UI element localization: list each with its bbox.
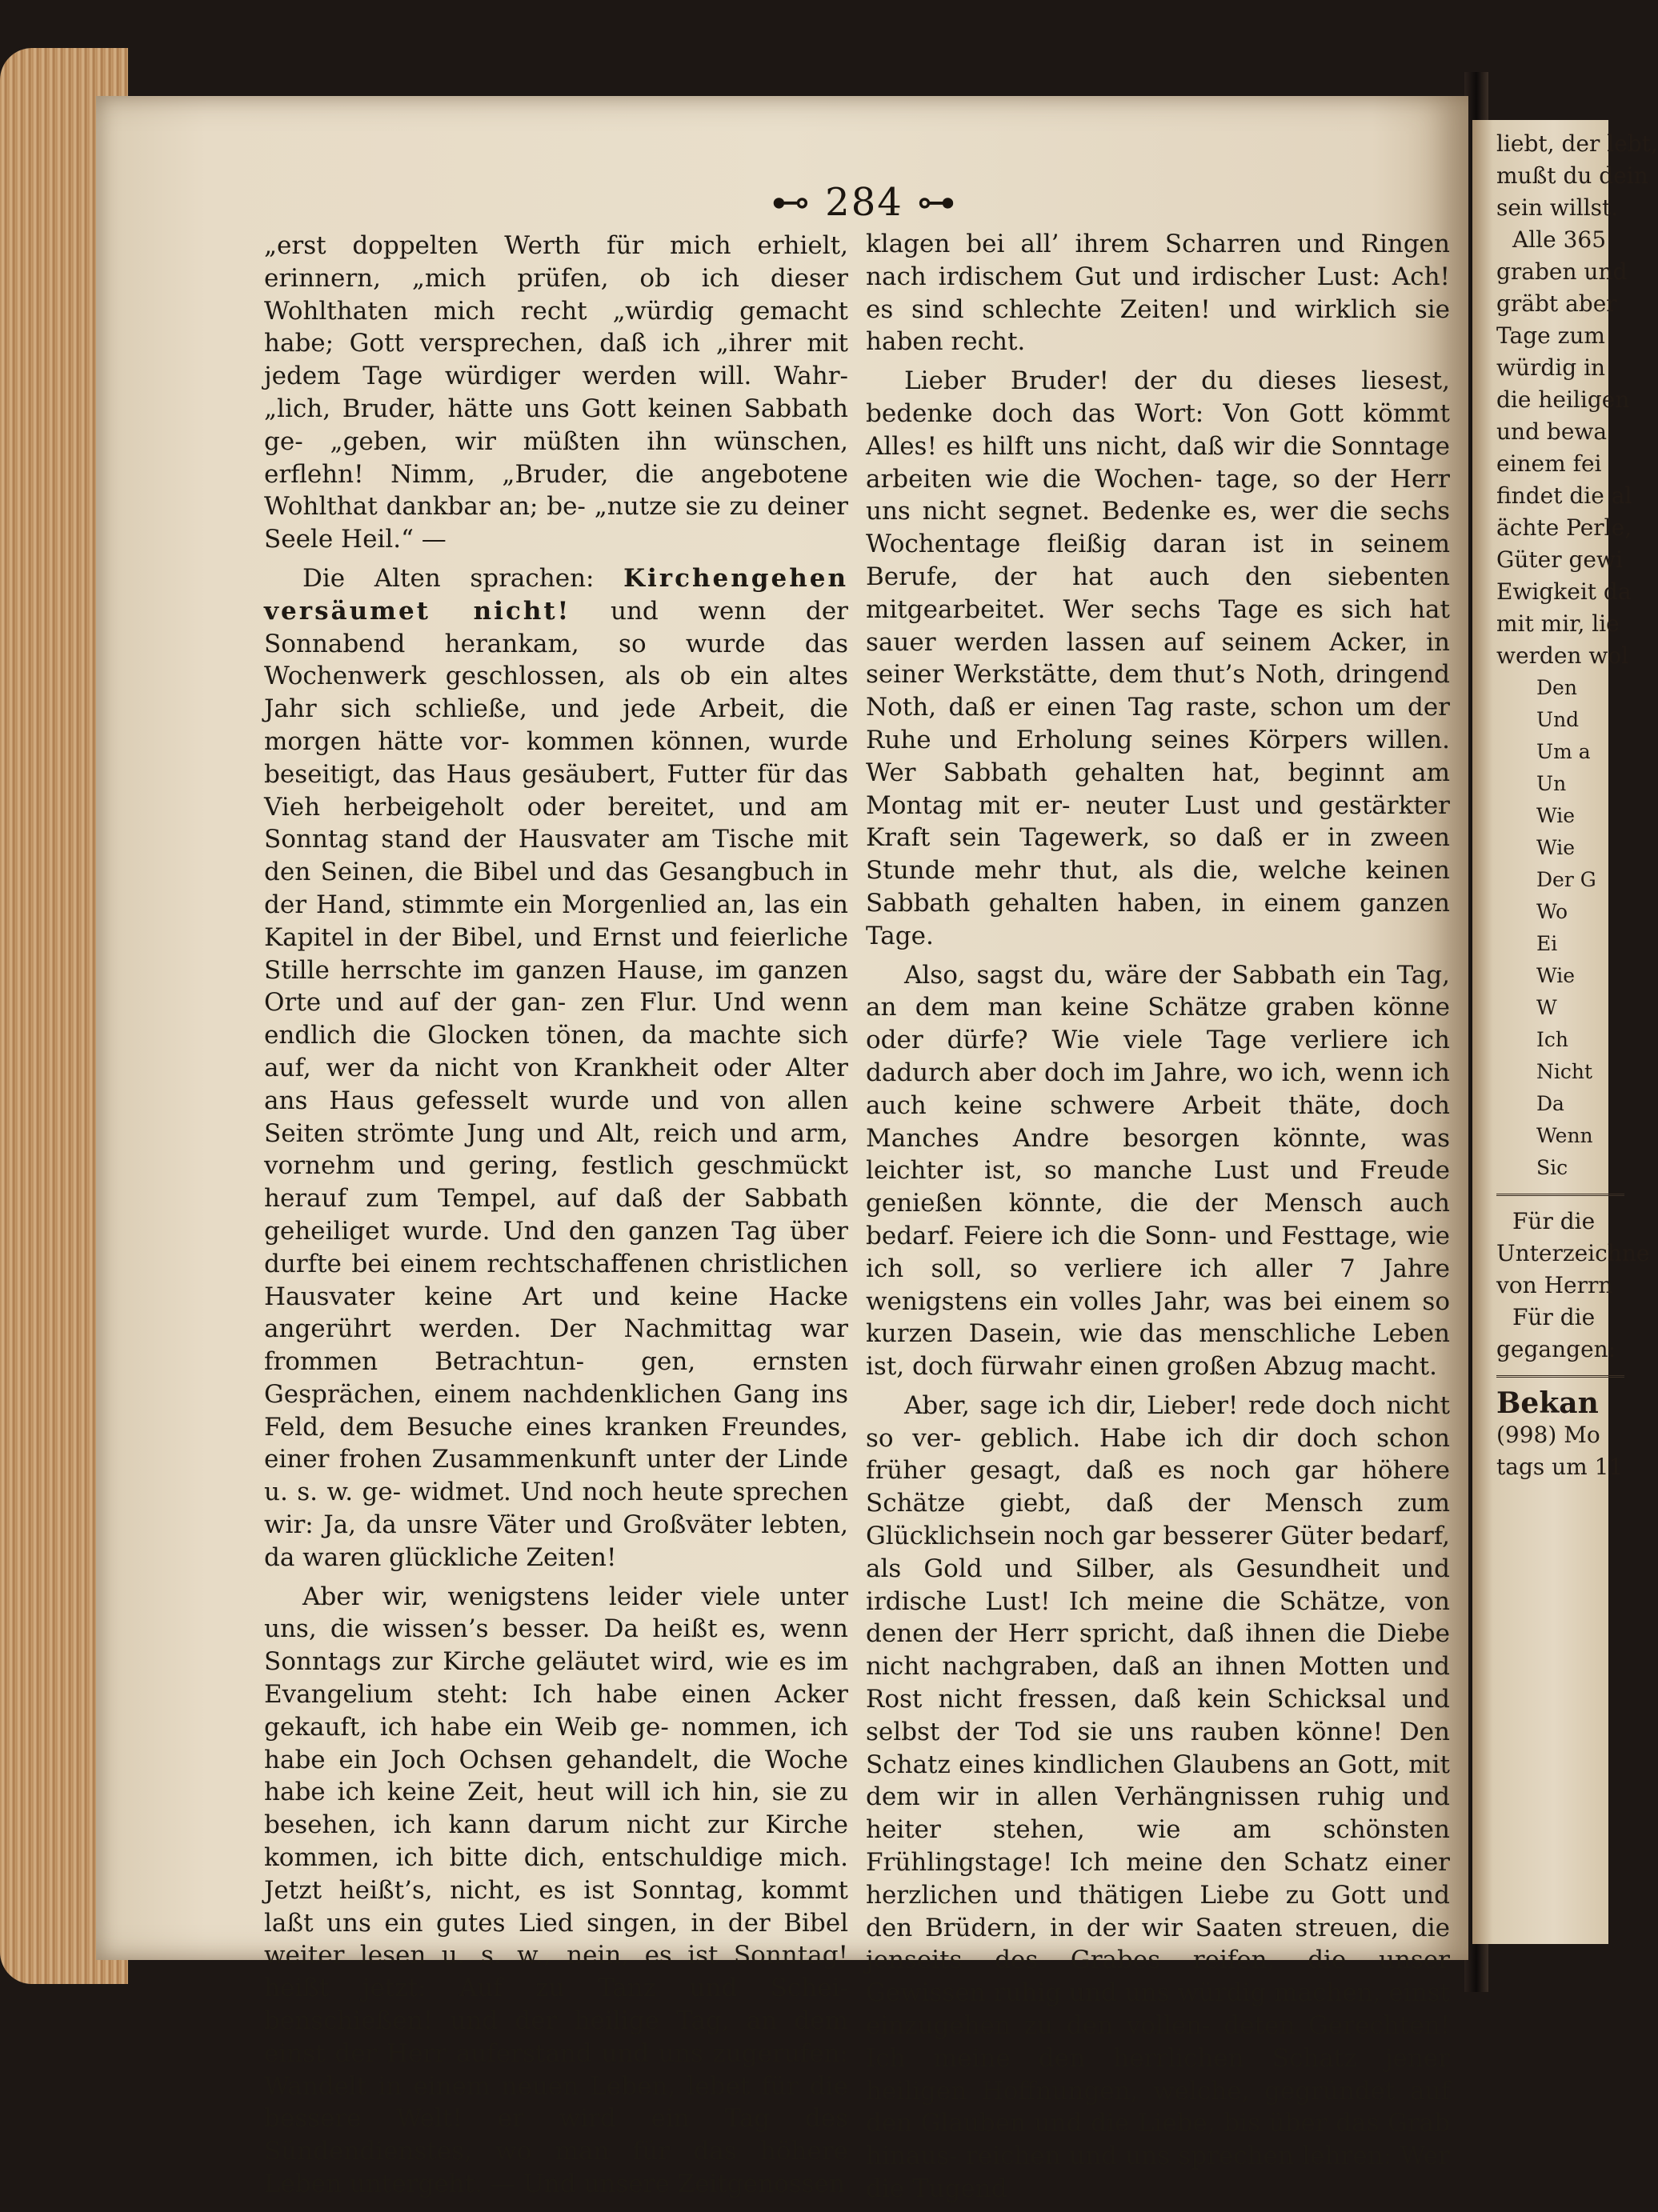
fragment-line: Wo bbox=[1536, 900, 1568, 923]
fragment-line: Nicht bbox=[1536, 1060, 1593, 1083]
fragment-line: Wie bbox=[1536, 804, 1576, 827]
fragment-line: (998) Mo bbox=[1496, 1422, 1600, 1448]
fragment-line: findet die al bbox=[1496, 482, 1632, 509]
fragment-line: mußt du dein bbox=[1496, 162, 1648, 189]
fragment-line: Ich bbox=[1536, 1028, 1568, 1051]
paragraph: „erst doppelten Werth für mich erhielt, erinnern, „mich prüfen, ob ich dieser Wohlthaten mich recht „würdig gemacht habe; Gott versprechen, daß ich „ihrer mit jedem Tage würdiger werden will. Wahr- „lich, Bruder, hätte uns Gott keinen Sabbath ge- „geben, wir müßten ihn wünschen, erflehn! Nimm, „Bruder, die angebotene Wohlthat dankbar an; be- „nutze sie zu deiner Seele Heil.“ — bbox=[264, 231, 848, 554]
fragment-line: liebt, der lebt, bbox=[1496, 130, 1658, 157]
next-page-fragment bbox=[1472, 120, 1658, 1944]
paragraph bbox=[264, 562, 848, 1574]
emphasized-phrase: Kirchengehen versäumet nicht! bbox=[264, 563, 848, 626]
fragment-line: Für die bbox=[1512, 1304, 1596, 1330]
fragment-line: würdig in bbox=[1496, 354, 1606, 381]
paragraph: klagen bei all’ ihrem Scharren und Ringen nach irdischem Gut und irdischer Lust: Ach! es sind schlechte Zeiten! und wirklich sie haben recht. bbox=[866, 230, 1450, 357]
paragraph-lead: Die Alten sprachen: bbox=[302, 563, 595, 593]
fragment-line: einem fei bbox=[1496, 450, 1602, 477]
fragment-line: sein willst. bbox=[1496, 194, 1619, 221]
fragment-line: werden wol bbox=[1496, 642, 1629, 669]
fragment-line: Der G bbox=[1536, 868, 1596, 891]
left-text-column bbox=[264, 230, 848, 2207]
divider-rule bbox=[1496, 1375, 1624, 1378]
fragment-line: mit mir, lie bbox=[1496, 610, 1620, 637]
fragment-line: Un bbox=[1536, 772, 1567, 795]
paragraph-rest: und wenn der Sonnabend herankam, so wurde das Wochenwerk geschlossen, als ob ein altes Jahr sich schließe, und jede Arbeit, die morgen hätte vor- kommen können, wurde beseitigt, das Haus gesäubert, Futter für das Vieh herbeigeholt oder bereitet, und am Sonntag stand der Hausvater am Tische mit den Seinen, die Bibel und das Gesangbuch in der Hand, stimmte ein Morgenlied an, las ein Kapitel in der Bibel, und Ernst und feierliche Stille herrschte im ganzen Hause, im ganzen Orte und auf der gan- zen Flur. Und wenn endlich die Glocken tönen, da machte sich auf, wer da nicht von Krankheit oder Alter ans Haus gefesselt wurde und von allen Seiten strömte Jung und Alt, reich und arm, vornehm und gering, festlich geschmückt herauf zum Tempel, auf daß der Sabbath geheiliget wurde. Und den ganzen Tag über durfte bei einem rechtschaffenen christlichen Hausvater keine Art und keine Hacke angerührt werden. Der Nachmittag war frommen Betrachtun- gen, ernsten Gesprächen, einem nachdenklichen Gang ins Feld, dem Besuche eines kranken Freundes, einer frohen Zusammenkunft unter der Linde u. s. w. ge- widmet. Und noch heute sprechen wir: Ja, da unsre Väter und Großväter lebten, da waren glückliche Zeiten! bbox=[264, 596, 848, 1572]
fragment-line: Ei bbox=[1536, 932, 1558, 955]
divider-rule bbox=[1496, 1194, 1624, 1196]
fragment-line: Um a bbox=[1536, 740, 1591, 763]
paragraph: Also, sagst du, wäre der Sabbath ein Tag, an dem man keine Schätze graben könne oder dürfe? Wie viele Tage verliere ich dadurch aber doch im Jahre, wo ich, wenn ich auch keine schwere Arbeit thäte, doch Manches Andre besorgen könnte, was leichter ist, so manche Lust und Freude genießen könnte, die der Mensch auch bedarf. Feiere ich die Sonn- und Festtage, wie ich soll, so verliere ich aller 7 Jahre wenigstens ein volles Jahr, was bei einem so kurzen Dasein, wie das menschliche Leben ist, doch fürwahr einen großen Abzug macht. bbox=[866, 960, 1450, 1382]
fragment-line: Sic bbox=[1536, 1156, 1568, 1179]
fragment-line: Unterzeichne bbox=[1496, 1240, 1650, 1266]
paragraph: Lieber Bruder! der du dieses liesest, bedenke doch das Wort: Von Gott kömmt Alles! es hilft uns nicht, daß wir die Sonntage arbeiten wie die Wochen- tage, so der Herr uns nicht segnet. Bedenke es, wer die sechs Wochentage fleißig daran ist in seinem Berufe, der hat auch den siebenten mitgearbeitet. Wer sechs Tage es sich hat sauer werden lassen auf seinem Acker, in seiner Werkstätte, dem thut’s Noth, dringend Noth, daß er einen Tag raste, schon um der Ruhe und Erholung seines Körpers willen. Wer Sabbath gehalten hat, beginnt am Montag mit er- neuter Lust und gestärkter Kraft sein Tagewerk, so daß er in zween Stunde mehr thut, als die, welche keinen Sabbath gehalten haben, in einem ganzen Tage. bbox=[866, 366, 1450, 950]
fragment-line: Alle 365 bbox=[1512, 226, 1607, 253]
fragment-line: Güter gewi bbox=[1496, 546, 1623, 573]
fragment-line: Tage zum bbox=[1496, 322, 1605, 349]
right-text-column bbox=[866, 228, 1450, 2212]
fragment-line: Wie bbox=[1536, 836, 1576, 859]
fragment-line: Wie bbox=[1536, 964, 1576, 987]
fragment-line: Ewigkeit da bbox=[1496, 578, 1632, 605]
page-number: ⊷ 284 ⊶ bbox=[771, 180, 958, 225]
section-heading: Bekan bbox=[1496, 1386, 1599, 1420]
fragment-line: tags um 11 bbox=[1496, 1454, 1624, 1480]
fragment-line: die heiligen bbox=[1496, 386, 1630, 413]
fragment-line: Wenn bbox=[1536, 1124, 1593, 1147]
fragment-line: gegangen: bbox=[1496, 1336, 1616, 1362]
fragment-line: ächte Perle, bbox=[1496, 514, 1632, 541]
paragraph: Aber, sage ich dir, Lieber! rede doch nicht so ver- geblich. Habe ich dir doch schon früher gesagt, daß es noch gar höhere Schätze giebt, daß der Mensch zum Glücklichsein noch gar besserer Güter bedarf, als Gold und Silber, als Gesundheit und irdische Lust! Ich meine die Schätze, von denen der Herr spricht, daß ihnen die Diebe nicht nachgraben, daß an ihnen Motten und Rost nicht fressen, daß kein Schicksal und selbst der Tod sie uns rauben könne! Den Schatz eines kindlichen Glaubens an Gott, mit dem wir in allen Verhängnissen ruhig und heiter stehen, wie am schönsten Frühlingstage! Ich meine den Schatz einer herzlichen und thätigen Liebe zu Gott und den Brüdern, in der wir Saaten streuen, die jenseits des Grabes reifen, die unser Gewissen ruhig und uns würdig machen, einst einzugehen zu den vollen- deten Gerechten! Ich meine den herrlichen Schatz jener heiligen Hoffnungen, welche, gegründet auf den Glauben und die Liebe, bis über das Grab hinaus- reichen und uns sprechen lehren: Wer die Tugend bbox=[866, 1390, 1450, 2204]
fragment-line: Den bbox=[1536, 676, 1577, 699]
fragment-line: graben und bbox=[1496, 258, 1628, 285]
fragment-line: Da bbox=[1536, 1092, 1564, 1115]
fragment-line: Für die bbox=[1512, 1208, 1596, 1234]
fragment-line: von Herrn bbox=[1496, 1272, 1613, 1298]
fragment-line: Und bbox=[1536, 708, 1580, 731]
next-page-text bbox=[1496, 128, 1656, 1483]
paragraph: Aber wir, wenigstens leider viele unter uns, die wissen’s besser. Da heißt es, wenn Sonntags zur Kirche geläutet wird, wie es im Evangelium steht: Ich habe einen Acker gekauft, ich habe ein Weib ge- nommen, ich habe ein Joch Ochsen gehandelt, die Woche habe ich keine Zeit, heut will ich hin, sie zu besehen, ich kann darum nicht zur Kirche kommen, ich bitte dich, entschuldige mich. Jetzt heißt’s, nicht, es ist Sonntag, kommt laßt uns ein gutes Lied singen, in der Bibel weiter lesen u. s. w., nein, es ist Sonntag! heißt jetzt: Auf zu Tanz und Schei- benschießen! und der heilige Tag, an dem einst der Herr auferstand und uns zugerufen: Wandelt in einem neuen Leben, lebet für die bessere Welt! er wird ein Tag des Sündendienstes, wo man für das höhere Leben untergeht. — Und unsere Zeitgenossen bbox=[264, 1582, 848, 2199]
fragment-line: und bewa bbox=[1496, 418, 1608, 445]
fragment-line: gräbt aber bbox=[1496, 290, 1617, 317]
fragment-line: W bbox=[1536, 996, 1557, 1019]
